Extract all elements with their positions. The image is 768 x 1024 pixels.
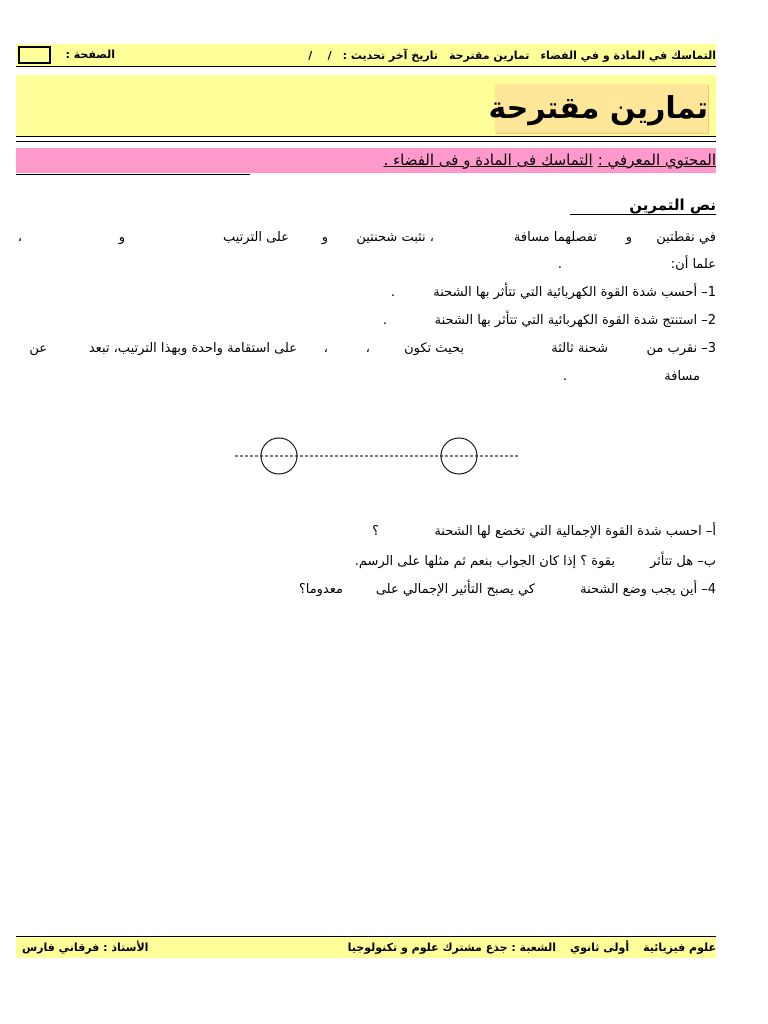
footer-teacher: الأستاذ : فرقاني فارس bbox=[22, 941, 149, 954]
text-segment: ؟ bbox=[372, 524, 379, 539]
header-type: تمارين مقترحة bbox=[448, 48, 530, 62]
exercise-line bbox=[0, 229, 768, 247]
text-segment: 4– أين يجب وضع الشحنة bbox=[580, 582, 716, 597]
page-footer bbox=[16, 937, 716, 958]
page-number-box bbox=[18, 46, 51, 64]
header-date-value: / / bbox=[308, 48, 332, 62]
question-line bbox=[0, 553, 768, 571]
text-segment: علما أن: bbox=[670, 257, 716, 272]
footer-level: أولى ثانوي bbox=[570, 941, 630, 954]
title-divider-top bbox=[16, 136, 716, 137]
text-segment: . bbox=[562, 369, 567, 384]
title-divider-bottom bbox=[16, 141, 716, 142]
exercise-line bbox=[0, 340, 768, 358]
page-title: تمارين مقترحة bbox=[495, 84, 708, 133]
content-label: المحتوي المعرفي : bbox=[597, 151, 716, 169]
question-line bbox=[0, 523, 768, 541]
text-segment: شحنة ثالثة bbox=[551, 341, 608, 356]
text-segment: و bbox=[321, 230, 328, 245]
text-segment: على استقامة واحدة وبهذا الترتيب، تبعد bbox=[88, 341, 297, 356]
exercise-heading: نص التمرين bbox=[570, 196, 716, 215]
text-segment: 2– استنتج شدة القوة الكهربائية التي تتأثر بها الشحنة bbox=[434, 313, 716, 328]
text-segment: بحيث تكون bbox=[404, 341, 464, 356]
text-segment: و bbox=[118, 230, 125, 245]
text-segment: تفصلهما مسافة bbox=[513, 230, 597, 245]
page-header bbox=[16, 44, 716, 67]
footer-info bbox=[348, 937, 716, 958]
text-segment: كي يصبح التأثير الإجمالي على bbox=[375, 582, 535, 597]
charges-diagram bbox=[230, 436, 525, 476]
question-line bbox=[0, 581, 768, 599]
text-segment: أ– احسب شدة القوة الإجمالية التي تخضع لها الشحنة bbox=[434, 524, 716, 539]
text-segment: ، نثبت شحنتين bbox=[356, 230, 434, 245]
text-segment: عن bbox=[29, 341, 47, 356]
text-segment: مسافة bbox=[664, 369, 700, 384]
content-value: التماسك فى المادة و فى الفضاء . bbox=[383, 151, 593, 169]
text-segment: في نقطتين bbox=[656, 230, 716, 245]
text-segment: . bbox=[390, 285, 395, 300]
text-segment: 1– أحسب شدة القوة الكهربائية التي تتأثر بها الشحنة bbox=[433, 285, 716, 300]
text-segment: ، bbox=[17, 230, 22, 245]
text-segment: و bbox=[625, 230, 632, 245]
header-date-label: تاريخ آخر تحديث : bbox=[342, 48, 438, 62]
text-segment: ، bbox=[365, 341, 370, 356]
text-segment: 3– نقرب من bbox=[646, 341, 716, 356]
text-segment: بقوة ؟ إذا كان الجواب بنعم ثم مثلها على الرسم. bbox=[354, 554, 615, 569]
exercise-line bbox=[0, 312, 768, 330]
text-segment: على الترتيب bbox=[222, 230, 289, 245]
exercise-line bbox=[0, 368, 768, 386]
text-segment: . bbox=[557, 257, 562, 272]
exercise-line bbox=[0, 256, 768, 274]
text-segment: . bbox=[382, 313, 387, 328]
footer-stream: الشعبة : جذع مشترك علوم و تكنولوجيا bbox=[347, 941, 557, 954]
header-info bbox=[308, 44, 716, 66]
text-segment: معدوما؟ bbox=[298, 582, 343, 597]
header-page-label: الصفحة : bbox=[65, 48, 115, 61]
content-underline bbox=[16, 174, 250, 175]
exercise-line bbox=[0, 284, 768, 302]
text-segment: ب– هل تتأثر bbox=[650, 554, 716, 569]
footer-subject: علوم فيزيائية bbox=[643, 941, 716, 954]
text-segment: ، bbox=[323, 341, 328, 356]
content-band bbox=[16, 148, 716, 173]
header-chapter: التماسك في المادة و في الفضاء bbox=[540, 48, 716, 62]
